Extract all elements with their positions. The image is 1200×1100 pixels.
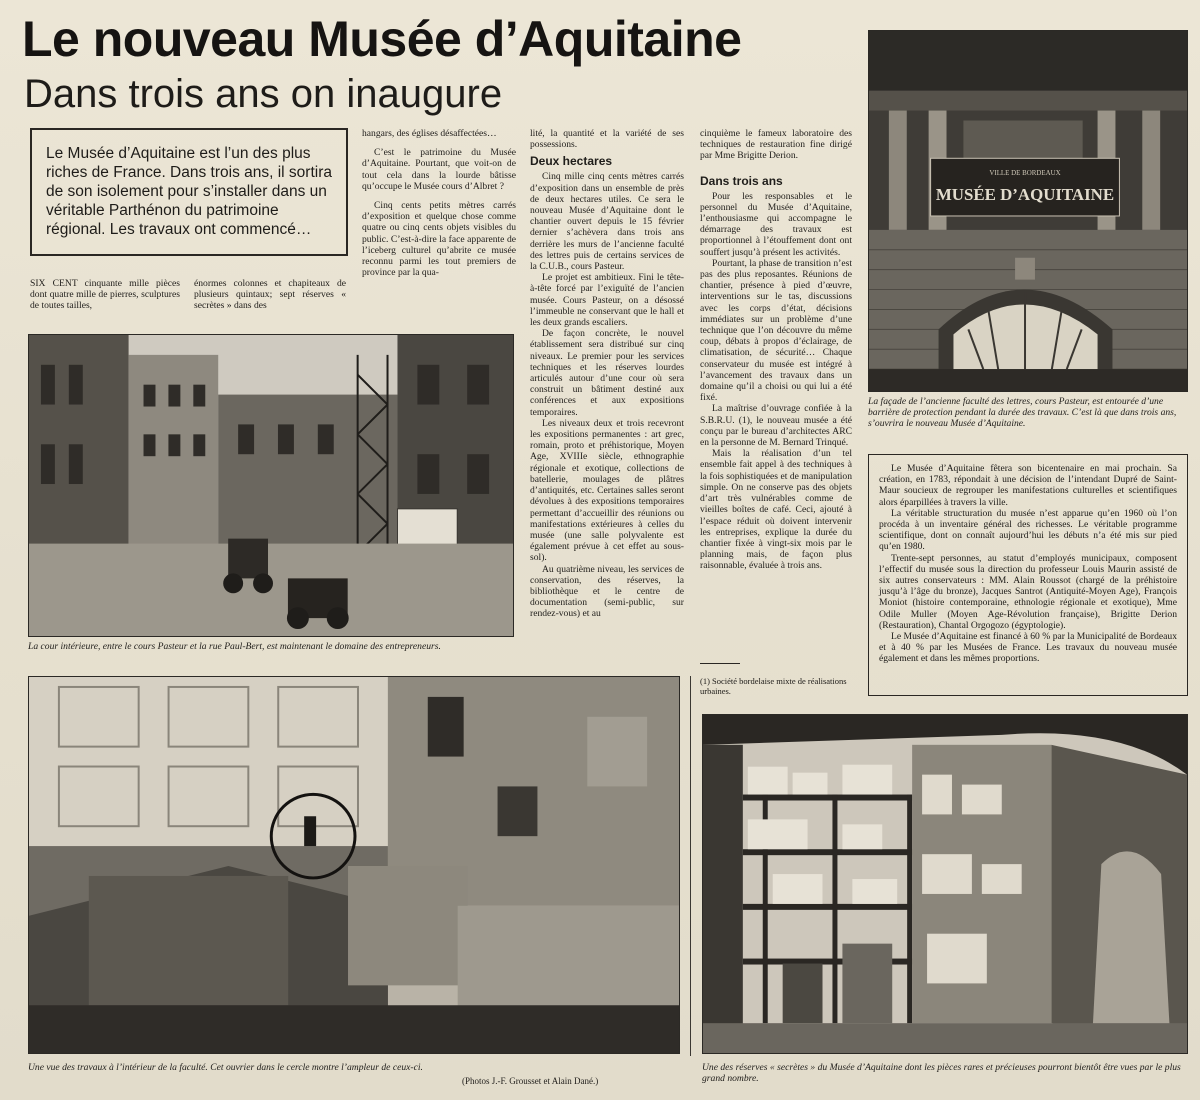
column-5-paragraph: Mais la réalisation d’un tel ensemble fait appel à des techniques à la fois sophistiquées et de manipulation simple. On ne conserve pas des objets d’art très vulnérables comme de vieilles boîtes de café. Ceci, ajouté à l’espace réduit où doivent intervenir les entreprises, explique la durée du chantier fixée à vingt-six mois par le planning mais, de façon plus raisonnable, évaluée à trois ans. — [700, 448, 852, 572]
column-5-paragraph: La maîtrise d’ouvrage confiée à la S.B.R.U. (1), le nouveau musée a été conçu par le bureau d’architectes ARC en la personne de M. Bernard Trinqué. — [700, 403, 852, 449]
lead-box — [30, 128, 348, 256]
facade-illustration — [869, 31, 1187, 391]
column-2-paragraph: énormes colonnes et chapiteaux de plusieurs quintaux; sept réserves « secrètes » dans des — [194, 278, 346, 312]
column-5 — [700, 128, 852, 658]
column-4 — [530, 128, 684, 672]
column-3 — [362, 128, 516, 320]
sidebar-box — [868, 454, 1188, 696]
column-5-paragraph: Pour les responsables et le personnel du Musée d’Aquitaine, l’enthousiasme qui accompagne le démarrage des travaux est proportionnel à l’étouffement dont ont souffert jusqu’à présent les activités. — [700, 190, 852, 258]
caption-courtyard: La cour intérieure, entre le cours Pasteur et la rue Paul-Bert, est maintenant le domaine des entrepreneurs. — [28, 641, 441, 652]
section-heading-dans-trois-ans: Dans trois ans — [700, 173, 783, 188]
column-1-paragraph: SIX CENT cinquante mille pièces dont quatre mille de pierres, sculptures de toutes tailles, — [30, 278, 180, 312]
column-rule — [690, 676, 691, 1056]
section-heading-deux-hectares: Deux hectares — [530, 154, 613, 169]
column-5-intro: cinquième le fameux laboratoire des techniques de restauration fine dirigé par Mme Brigitte Derion. — [700, 128, 852, 162]
sidebar-paragraph: Le Musée d’Aquitaine est financé à 60 % par la Municipalité de Bordeaux et à 40 % par les Musées de France. Les travaux du nouveau musée également et dans les mêmes proportions. — [879, 631, 1177, 665]
column-4-paragraph: Cinq mille cinq cents mètres carrés d’exposition dans un ensemble de près de deux hectares utiles. Ce sera le nouveau Musée d’Aquitaine dont le chantier ouvert depuis le 15 février dernier s’achèvera dans trois ans derrière les murs de l’ancienne faculté des lettres puis de certains services de la C.U.B., cours Pasteur. — [530, 171, 684, 273]
column-1 — [30, 278, 180, 318]
courtyard-illustration — [29, 335, 513, 636]
reserves-illustration — [703, 715, 1187, 1053]
column-4-intro: lité, la quantité et la variété de ses possessions. — [530, 128, 684, 151]
column-2 — [194, 278, 346, 318]
caption-facade: La façade de l’ancienne faculté des lettres, cours Pasteur, est entourée d’une barrière de protection pendant la durée des travaux. C’est là que dans trois ans, s’ouvrira le nouveau Musée d’Aquitaine. — [868, 396, 1177, 429]
interior-photo — [28, 676, 680, 1054]
column-3-paragraph: Cinq cents petits mètres carrés d’exposition et quelque chose comme quatre ou cinq cents objets visibles du public. C’est-à-dire la face apparente de l’iceberg culturel qu’abrite ce musée reconnu parmi les tout premiers de province par la qua- — [362, 200, 516, 279]
facade-sign-line1: VILLE DE BORDEAUX — [989, 169, 1061, 178]
column-4-paragraph: De façon concrète, le nouvel établissement sera distribué sur cinq niveaux. Le premier pour les services techniques et les réserves lourdes articulés autour d’une cour où sera construit un bâtiment destiné aux conférences et aux expositions temporaires. — [530, 328, 684, 418]
facade-sign-line2: MUSÉE D’AQUITAINE — [935, 185, 1115, 205]
lead-text: Le Musée d’Aquitaine est l’un des plus riches de France. Dans trois ans, il sortira de son isolement pour s’installer dans un véritable Parthénon du patrimoine régional. Les travaux ont commencé… — [46, 145, 332, 238]
sidebar-paragraph: Trente-sept personnes, au statut d’employés municipaux, composent l’effectif du musée sous la direction du professeur Louis Maurin assisté de six autres conservateurs : MM. Alain Roussot (chargé de la préhistoire jusqu’à l’âge du bronze), Jacques Santrot (Antiquité-Moyen Age), François Moniot (histoire contemporaine, ethnologie régionale et exotique), Mme Odile Muller (Moyen Age-Révolution française), Brigitte Derion (Restauration), Chantal Orgogozo (égyptologie). — [879, 552, 1177, 631]
caption-reserves: Une des réserves « secrètes » du Musée d’Aquitaine dont les pièces rares et précieuses pourront bientôt être vues par le plus grand nombre. — [702, 1062, 1181, 1084]
facade-photo — [868, 30, 1188, 392]
caption-interior: Une vue des travaux à l’intérieur de la faculté. Cet ouvrier dans le cercle montre l’ampleur de ceux-ci. — [28, 1062, 423, 1073]
footnote-rule — [700, 663, 740, 664]
column-3-paragraph: hangars, des églises désaffectées… — [362, 128, 497, 139]
courtyard-photo — [28, 334, 514, 637]
headline: Le nouveau Musée d’Aquitaine — [22, 11, 742, 67]
sidebar-paragraph: Le Musée d’Aquitaine fêtera son bicentenaire en mai prochain. Sa création, en 1783, répondait à une décision de l’intendant Dupré de Saint-Maur soucieux de regrouper les manifestations culturelles et scientifiques alors éparpillées à travers la ville. — [879, 463, 1177, 508]
column-3-paragraph: C’est le patrimoine du Musée d’Aquitaine. Pourtant, que voit-on de tout cela dans la lourde bâtisse qu’occupe le Musée cours d’Albret ? — [362, 147, 516, 192]
interior-illustration — [29, 677, 679, 1053]
reserves-photo — [702, 714, 1188, 1054]
footnote: (1) Société bordelaise mixte de réalisations urbaines. — [700, 676, 847, 696]
photo-credit: (Photos J.-F. Grousset et Alain Dané.) — [462, 1076, 599, 1086]
column-4-paragraph: Au quatrième niveau, les services de conservation, des réserves, la bibliothèque et le centre de documentation (semi-public, sur rendez-vous) et au — [530, 563, 684, 620]
sidebar-paragraph: La véritable structuration du musée n’est apparue qu’en 1960 où l’on procéda à un inventaire général des richesses. Le véritable programme scientifique, dont on connaît aujourd’hui les débuts n’a été mis sur pied qu’en 1980. — [879, 507, 1177, 553]
column-5-paragraph: Pourtant, la phase de transition n’est pas des plus reposantes. Réunions de chantier, présence à pied d’œuvre, interventions sur le tas, discussions avec les corps d’état, décisions immédiates sur un problème d’une technique que l’on découvre du même coup, débats à propos d’éclairage, de climatisation, de sécurité… Chaque conservateur du musée est intégré à l’avancement des travaux dans un domaine qu’il a choisi ou qui lui a été fixé. — [700, 257, 852, 404]
column-4-paragraph: Les niveaux deux et trois recevront les expositions permanentes : art grec, romain, proto et préhistorique, Moyen Age, XVIIIe siècle, ethnographie régionale et exotique, collections de batellerie, moulages de plâtres d’antiquités, etc. Certaines salles seront dévolues à des expositions temporaires permettant d’accueillir des réunions ou manifestations extérieures à celles du musée (une salle polyvalente est également prévue à cet effet au sous-sol). — [530, 417, 684, 564]
column-4-paragraph: Le projet est ambitieux. Fini le tête-à-tête forcé par l’exiguïté de l’ancien musée. Cours Pasteur, on a désossé l’immeuble ne conservant que le hall et les deux grands escaliers. — [530, 272, 684, 329]
subheadline: Dans trois ans on inaugure — [24, 72, 503, 116]
